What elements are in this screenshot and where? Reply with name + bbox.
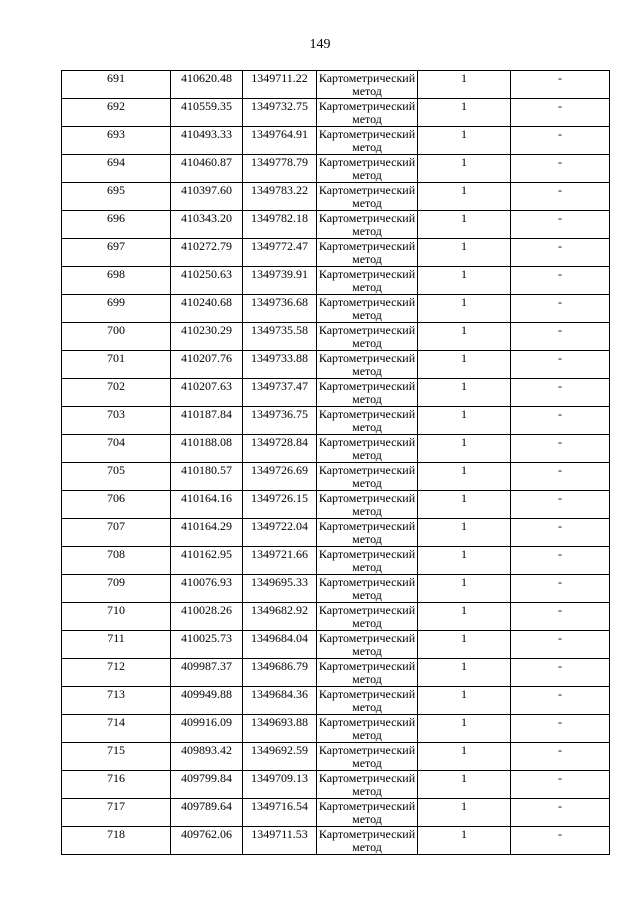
table-row: [62, 183, 610, 211]
accuracy-cell: 1: [418, 771, 511, 799]
accuracy-cell: 1: [418, 491, 511, 519]
table-row: [62, 743, 610, 771]
x-coordinate-cell: 410272.79: [171, 239, 243, 267]
table-row: [62, 99, 610, 127]
y-coordinate-cell: 1349711.53: [243, 827, 317, 855]
table-row: [62, 687, 610, 715]
x-coordinate-cell: 409893.42: [171, 743, 243, 771]
y-coordinate-cell: 1349782.18: [243, 211, 317, 239]
table-row: [62, 771, 610, 799]
note-cell: -: [511, 295, 610, 323]
point-number-cell: 710: [62, 603, 171, 631]
note-cell: -: [511, 435, 610, 463]
y-coordinate-cell: 1349764.91: [243, 127, 317, 155]
x-coordinate-cell: 410164.29: [171, 519, 243, 547]
accuracy-cell: 1: [418, 155, 511, 183]
accuracy-cell: 1: [418, 407, 511, 435]
x-coordinate-cell: 410164.16: [171, 491, 243, 519]
method-cell: Картометрический метод: [317, 267, 418, 295]
point-number-cell: 697: [62, 239, 171, 267]
point-number-cell: 707: [62, 519, 171, 547]
table-row: [62, 799, 610, 827]
x-coordinate-cell: 410620.48: [171, 71, 243, 99]
note-cell: -: [511, 491, 610, 519]
y-coordinate-cell: 1349684.04: [243, 631, 317, 659]
table-row: [62, 491, 610, 519]
method-cell: Картометрический метод: [317, 295, 418, 323]
x-coordinate-cell: 409789.64: [171, 799, 243, 827]
accuracy-cell: 1: [418, 435, 511, 463]
note-cell: -: [511, 575, 610, 603]
note-cell: -: [511, 351, 610, 379]
method-cell: Картометрический метод: [317, 631, 418, 659]
point-number-cell: 708: [62, 547, 171, 575]
point-number-cell: 701: [62, 351, 171, 379]
accuracy-cell: 1: [418, 463, 511, 491]
accuracy-cell: 1: [418, 799, 511, 827]
x-coordinate-cell: 409799.84: [171, 771, 243, 799]
point-number-cell: 712: [62, 659, 171, 687]
x-coordinate-cell: 410028.26: [171, 603, 243, 631]
point-number-cell: 694: [62, 155, 171, 183]
y-coordinate-cell: 1349737.47: [243, 379, 317, 407]
y-coordinate-cell: 1349695.33: [243, 575, 317, 603]
table-row: [62, 351, 610, 379]
method-cell: Картометрический метод: [317, 771, 418, 799]
accuracy-cell: 1: [418, 295, 511, 323]
point-number-cell: 715: [62, 743, 171, 771]
accuracy-cell: 1: [418, 519, 511, 547]
y-coordinate-cell: 1349772.47: [243, 239, 317, 267]
y-coordinate-cell: 1349709.13: [243, 771, 317, 799]
accuracy-cell: 1: [418, 659, 511, 687]
accuracy-cell: 1: [418, 631, 511, 659]
coordinates-table-body: [62, 71, 610, 855]
note-cell: -: [511, 127, 610, 155]
note-cell: -: [511, 379, 610, 407]
y-coordinate-cell: 1349736.68: [243, 295, 317, 323]
method-cell: Картометрический метод: [317, 547, 418, 575]
accuracy-cell: 1: [418, 71, 511, 99]
point-number-cell: 716: [62, 771, 171, 799]
y-coordinate-cell: 1349682.92: [243, 603, 317, 631]
x-coordinate-cell: 410460.87: [171, 155, 243, 183]
note-cell: -: [511, 771, 610, 799]
note-cell: -: [511, 99, 610, 127]
table-row: [62, 127, 610, 155]
method-cell: Картометрический метод: [317, 99, 418, 127]
point-number-cell: 718: [62, 827, 171, 855]
point-number-cell: 714: [62, 715, 171, 743]
y-coordinate-cell: 1349722.04: [243, 519, 317, 547]
x-coordinate-cell: 410250.63: [171, 267, 243, 295]
method-cell: Картометрический метод: [317, 407, 418, 435]
y-coordinate-cell: 1349711.22: [243, 71, 317, 99]
x-coordinate-cell: 410180.57: [171, 463, 243, 491]
y-coordinate-cell: 1349732.75: [243, 99, 317, 127]
note-cell: -: [511, 239, 610, 267]
point-number-cell: 704: [62, 435, 171, 463]
table-row: [62, 463, 610, 491]
method-cell: Картометрический метод: [317, 687, 418, 715]
x-coordinate-cell: 410188.08: [171, 435, 243, 463]
accuracy-cell: 1: [418, 323, 511, 351]
note-cell: -: [511, 659, 610, 687]
x-coordinate-cell: 409916.09: [171, 715, 243, 743]
x-coordinate-cell: 410187.84: [171, 407, 243, 435]
y-coordinate-cell: 1349736.75: [243, 407, 317, 435]
point-number-cell: 702: [62, 379, 171, 407]
note-cell: -: [511, 211, 610, 239]
accuracy-cell: 1: [418, 603, 511, 631]
method-cell: Картометрический метод: [317, 519, 418, 547]
accuracy-cell: 1: [418, 211, 511, 239]
table-row: [62, 519, 610, 547]
method-cell: Картометрический метод: [317, 827, 418, 855]
accuracy-cell: 1: [418, 743, 511, 771]
method-cell: Картометрический метод: [317, 435, 418, 463]
method-cell: Картометрический метод: [317, 743, 418, 771]
method-cell: Картометрический метод: [317, 603, 418, 631]
table-row: [62, 379, 610, 407]
method-cell: Картометрический метод: [317, 183, 418, 211]
table-row: [62, 295, 610, 323]
table-row: [62, 827, 610, 855]
x-coordinate-cell: 410343.20: [171, 211, 243, 239]
x-coordinate-cell: 409762.06: [171, 827, 243, 855]
table-row: [62, 239, 610, 267]
method-cell: Картометрический метод: [317, 351, 418, 379]
note-cell: -: [511, 799, 610, 827]
accuracy-cell: 1: [418, 99, 511, 127]
point-number-cell: 700: [62, 323, 171, 351]
method-cell: Картометрический метод: [317, 239, 418, 267]
x-coordinate-cell: 409987.37: [171, 659, 243, 687]
point-number-cell: 705: [62, 463, 171, 491]
method-cell: Картометрический метод: [317, 715, 418, 743]
method-cell: Картометрический метод: [317, 211, 418, 239]
point-number-cell: 717: [62, 799, 171, 827]
x-coordinate-cell: 410207.76: [171, 351, 243, 379]
note-cell: -: [511, 407, 610, 435]
x-coordinate-cell: 410025.73: [171, 631, 243, 659]
note-cell: -: [511, 687, 610, 715]
accuracy-cell: 1: [418, 827, 511, 855]
page-number: 149: [309, 37, 331, 52]
point-number-cell: 695: [62, 183, 171, 211]
table-row: [62, 659, 610, 687]
coordinates-table: [61, 70, 610, 855]
y-coordinate-cell: 1349739.91: [243, 267, 317, 295]
note-cell: -: [511, 519, 610, 547]
table-row: [62, 631, 610, 659]
y-coordinate-cell: 1349684.36: [243, 687, 317, 715]
note-cell: -: [511, 827, 610, 855]
table-row: [62, 155, 610, 183]
note-cell: -: [511, 267, 610, 295]
method-cell: Картометрический метод: [317, 575, 418, 603]
y-coordinate-cell: 1349733.88: [243, 351, 317, 379]
point-number-cell: 711: [62, 631, 171, 659]
accuracy-cell: 1: [418, 687, 511, 715]
point-number-cell: 709: [62, 575, 171, 603]
accuracy-cell: 1: [418, 379, 511, 407]
accuracy-cell: 1: [418, 267, 511, 295]
y-coordinate-cell: 1349778.79: [243, 155, 317, 183]
y-coordinate-cell: 1349692.59: [243, 743, 317, 771]
note-cell: -: [511, 547, 610, 575]
table-row: [62, 71, 610, 99]
table-row: [62, 323, 610, 351]
y-coordinate-cell: 1349726.15: [243, 491, 317, 519]
note-cell: -: [511, 183, 610, 211]
point-number-cell: 706: [62, 491, 171, 519]
table-row: [62, 267, 610, 295]
point-number-cell: 691: [62, 71, 171, 99]
x-coordinate-cell: 410397.60: [171, 183, 243, 211]
y-coordinate-cell: 1349735.58: [243, 323, 317, 351]
method-cell: Картометрический метод: [317, 71, 418, 99]
x-coordinate-cell: 410230.29: [171, 323, 243, 351]
y-coordinate-cell: 1349728.84: [243, 435, 317, 463]
table-row: [62, 603, 610, 631]
note-cell: -: [511, 71, 610, 99]
table-row: [62, 715, 610, 743]
note-cell: -: [511, 631, 610, 659]
accuracy-cell: 1: [418, 239, 511, 267]
note-cell: -: [511, 155, 610, 183]
y-coordinate-cell: 1349716.54: [243, 799, 317, 827]
method-cell: Картометрический метод: [317, 155, 418, 183]
table-row: [62, 211, 610, 239]
x-coordinate-cell: 410162.95: [171, 547, 243, 575]
accuracy-cell: 1: [418, 715, 511, 743]
accuracy-cell: 1: [418, 351, 511, 379]
table-row: [62, 435, 610, 463]
method-cell: Картометрический метод: [317, 463, 418, 491]
note-cell: -: [511, 323, 610, 351]
note-cell: -: [511, 603, 610, 631]
note-cell: -: [511, 463, 610, 491]
x-coordinate-cell: 410493.33: [171, 127, 243, 155]
note-cell: -: [511, 743, 610, 771]
accuracy-cell: 1: [418, 183, 511, 211]
point-number-cell: 703: [62, 407, 171, 435]
table-row: [62, 547, 610, 575]
table-row: [62, 575, 610, 603]
y-coordinate-cell: 1349693.88: [243, 715, 317, 743]
x-coordinate-cell: 410240.68: [171, 295, 243, 323]
method-cell: Картометрический метод: [317, 491, 418, 519]
x-coordinate-cell: 409949.88: [171, 687, 243, 715]
point-number-cell: 713: [62, 687, 171, 715]
point-number-cell: 696: [62, 211, 171, 239]
method-cell: Картометрический метод: [317, 659, 418, 687]
y-coordinate-cell: 1349783.22: [243, 183, 317, 211]
method-cell: Картометрический метод: [317, 323, 418, 351]
accuracy-cell: 1: [418, 127, 511, 155]
table-row: [62, 407, 610, 435]
point-number-cell: 698: [62, 267, 171, 295]
point-number-cell: 693: [62, 127, 171, 155]
method-cell: Картометрический метод: [317, 799, 418, 827]
accuracy-cell: 1: [418, 575, 511, 603]
y-coordinate-cell: 1349726.69: [243, 463, 317, 491]
point-number-cell: 692: [62, 99, 171, 127]
x-coordinate-cell: 410207.63: [171, 379, 243, 407]
method-cell: Картометрический метод: [317, 379, 418, 407]
y-coordinate-cell: 1349721.66: [243, 547, 317, 575]
note-cell: -: [511, 715, 610, 743]
x-coordinate-cell: 410076.93: [171, 575, 243, 603]
method-cell: Картометрический метод: [317, 127, 418, 155]
y-coordinate-cell: 1349686.79: [243, 659, 317, 687]
accuracy-cell: 1: [418, 547, 511, 575]
point-number-cell: 699: [62, 295, 171, 323]
x-coordinate-cell: 410559.35: [171, 99, 243, 127]
